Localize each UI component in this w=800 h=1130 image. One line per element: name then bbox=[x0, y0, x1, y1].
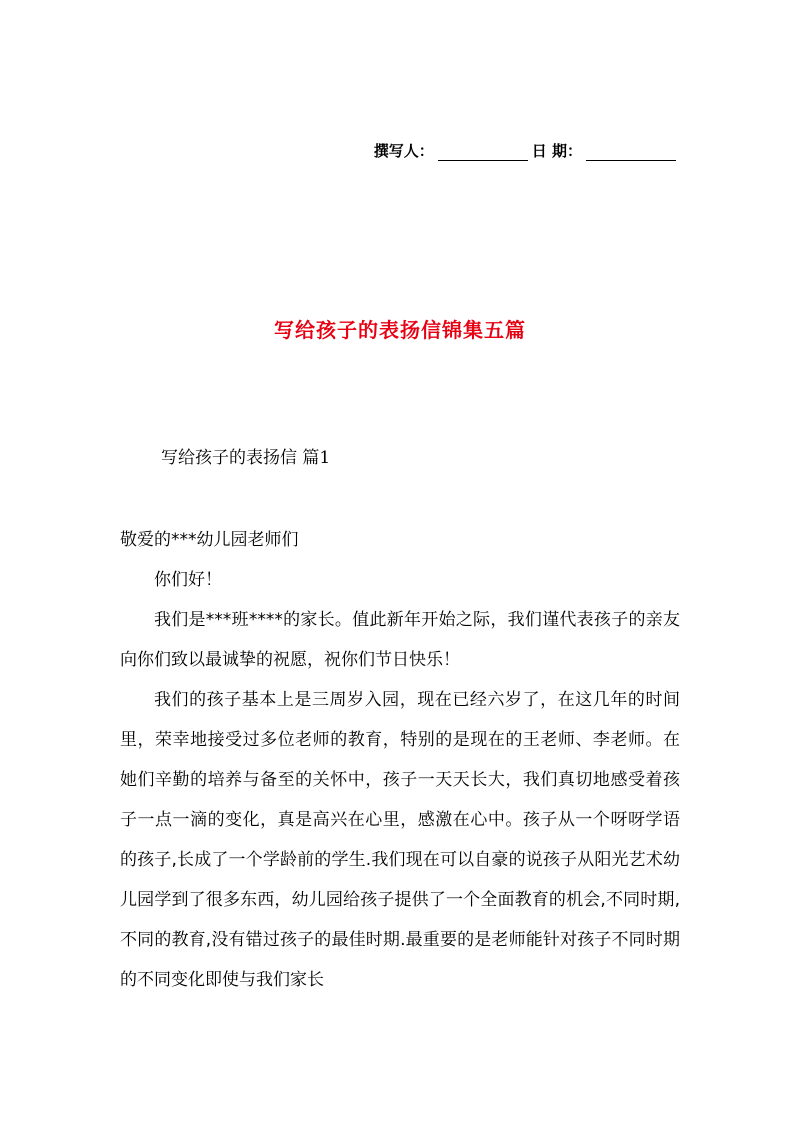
letter-body bbox=[120, 520, 680, 1000]
paragraph-2: 我们的孩子基本上是三周岁入园，现在已经六岁了，在这几年的时间里，荣幸地接受过多位老师的教育，特别的是现在的王老师、李老师。在她们辛勤的培养与备至的关怀中，孩子一天天长大，我们真切地感受着孩子一点一滴的变化，真是高兴在心里，感激在心中。孩子从一个呀呀学语的孩子,长成了一个学龄前的学生.我们现在可以自豪的说孩子从阳光艺术幼儿园学到了很多东西，幼儿园给孩子提供了一个全面教育的机会,不同时期,不同的教育,没有错过孩子的最佳时期.最重要的是老师能针对孩子不同时期的不同变化即使与我们家长 bbox=[120, 690, 680, 990]
date-label: 日 期： bbox=[531, 142, 582, 160]
salutation: 敬爱的***幼儿园老师们 bbox=[120, 530, 299, 550]
author-date-line bbox=[374, 140, 680, 161]
document-title: 写给孩子的表扬信锦集五篇 bbox=[274, 318, 526, 342]
greeting: 你们好！ bbox=[154, 570, 222, 590]
section-heading: 写给孩子的表扬信 篇1 bbox=[161, 448, 331, 468]
paragraph-1: 我们是***班****的家长。值此新年开始之际，我们谨代表孩子的亲友向你们致以最诚挚的祝愿，祝你们节日快乐！ bbox=[120, 610, 680, 670]
author-blank bbox=[438, 144, 528, 161]
author-label: 撰写人： bbox=[373, 142, 434, 160]
date-blank bbox=[586, 144, 676, 161]
